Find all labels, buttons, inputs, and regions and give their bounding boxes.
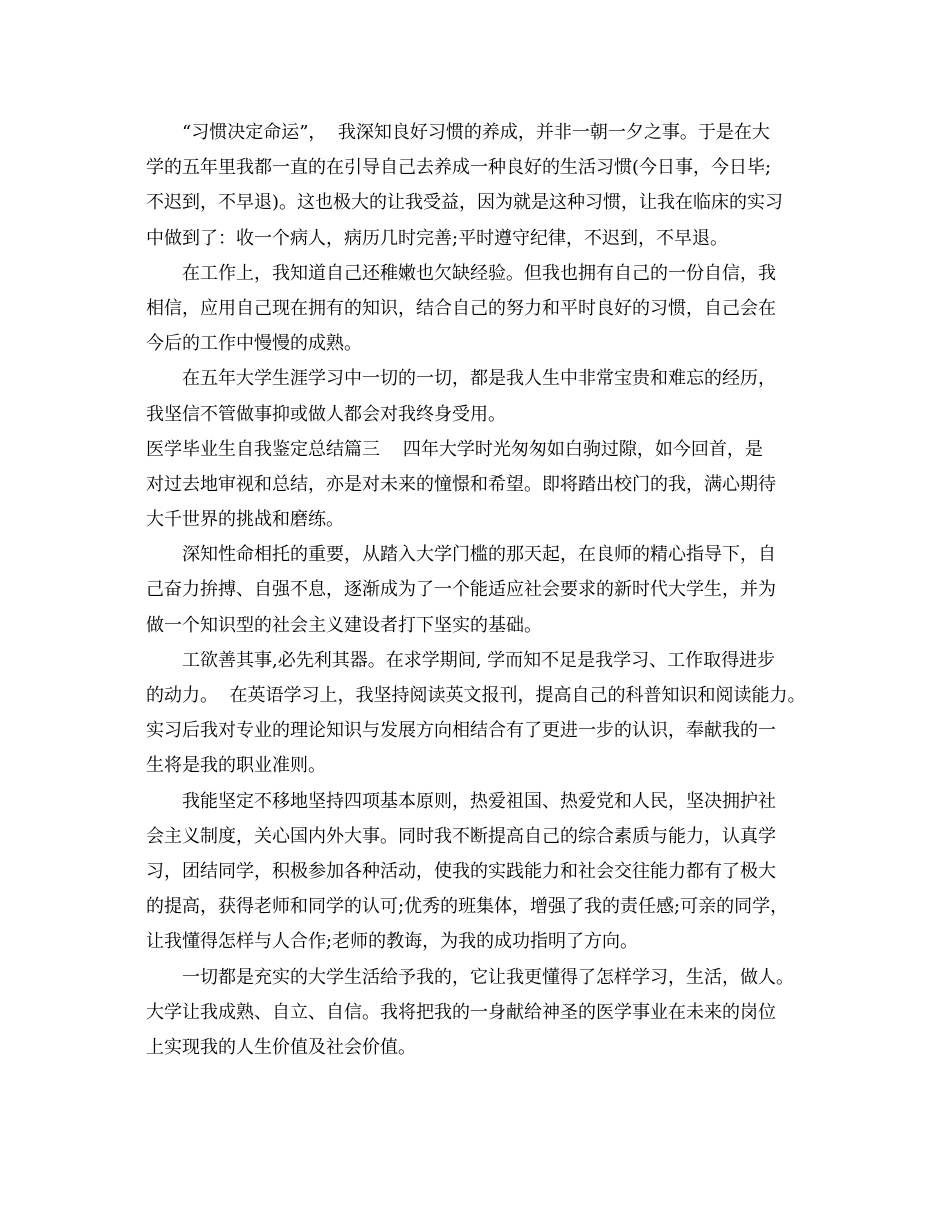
text-line: 的动力。 在英语学习上，我坚持阅读英文报刊，提高自己的科普知识和阅读能力。 [146,685,806,706]
text-line: 我坚信不管做事抑或做人都会对我终身受用。 [146,403,506,425]
text-line: 的提高，获得老师和同学的认可;优秀的班集体，增强了我的责任感;可亲的同学， [146,896,789,918]
text-line: 中做到了：收一个病人，病历几时完善;平时遵守纪律，不迟到，不早退。 [146,227,729,249]
text-line: 在五年大学生涯学习中一切的一切，都是我人生中非常宝贵和难忘的经历， [182,368,776,390]
text-line: 做一个知识型的社会主义建设者打下坚实的基础。 [146,614,542,636]
text-line: 会主义制度，关心国内外大事。同时我不断提高自己的综合素质与能力，认真学 [146,825,776,847]
document-body [146,115,826,1065]
text-line: 学的五年里我都一直的在引导自己去养成一种良好的生活习惯(今日事，今日毕; [146,157,772,179]
text-line: 实习后我对专业的理论知识与发展方向相结合有了更进一步的认识，奉献我的一 [146,720,776,742]
text-line: 一切都是充实的大学生活给予我的，它让我更懂得了怎样学习，生活，做人。 [182,966,794,988]
text-line: 上实现我的人生价值及社会价值。 [146,1036,416,1058]
text-line: 大学让我成熟、自立、自信。我将把我的一身献给神圣的医学事业在未来的岗位 [146,1001,776,1023]
text-line: 不迟到，不早退)。这也极大的让我受益，因为就是这种习惯，让我在临床的实习 [146,192,784,214]
text-line: 医学毕业生自我鉴定总结篇三 四年大学时光匆匆如白驹过隙，如今回首，是 [146,438,763,460]
text-line: 习，团结同学，积极参加各种活动，使我的实践能力和社会交往能力都有了极大 [146,860,776,882]
text-line: 今后的工作中慢慢的成熟。 [146,333,362,355]
text-line: 我能坚定不移地坚持四项基本原则，热爱祖国、热爱党和人民，坚决拥护社 [182,790,776,812]
text-line: 生将是我的职业准则。 [146,755,326,777]
text-line: 让我懂得怎样与人合作;老师的教诲，为我的成功指明了方向。 [146,931,639,953]
text-line: “习惯决定命运”， 我深知良好习惯的养成，并非一朝一夕之事。于是在大 [182,122,770,143]
text-line: 大千世界的挑战和磨练。 [146,509,344,531]
text-line: 己奋力拚搏、自强不息，逐渐成为了一个能适应社会要求的新时代大学生，并为 [146,579,776,601]
text-line: 深知性命相托的重要，从踏入大学门槛的那天起，在良师的精心指导下，自 [182,544,776,566]
text-line: 对过去地审视和总结，亦是对未来的憧憬和希望。即将踏出校门的我，满心期待 [146,473,776,495]
text-line: 相信，应用自己现在拥有的知识，结合自己的努力和平时良好的习惯，自己会在 [146,297,776,319]
text-line: 在工作上，我知道自己还稚嫩也欠缺经验。但我也拥有自己的一份自信，我 [182,262,776,284]
text-line: 工欲善其事,必先利其器。在求学期间, 学而知不足是我学习、工作取得进步 [182,649,776,671]
